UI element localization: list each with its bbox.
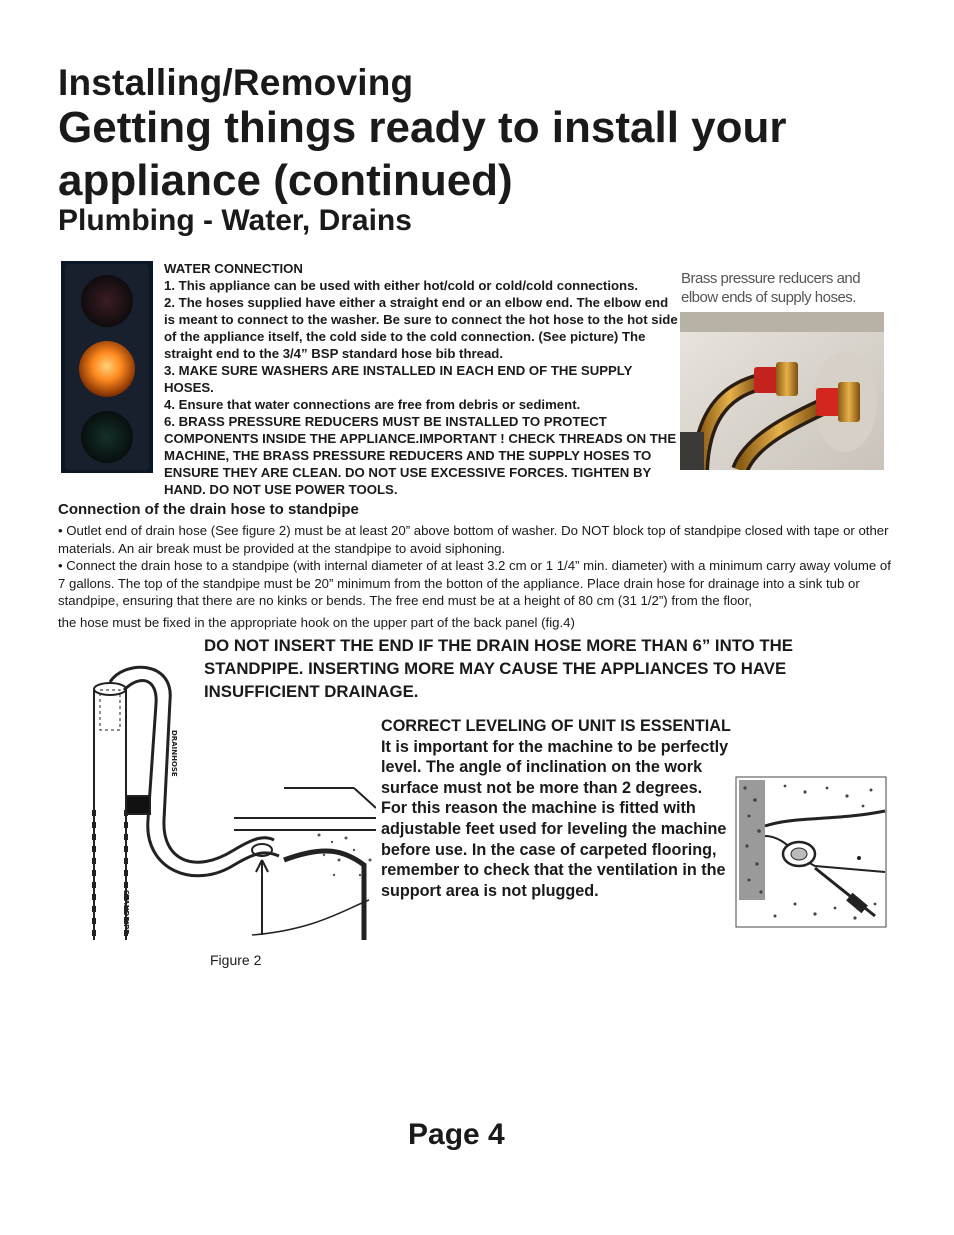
drain-paragraph: • Outlet end of drain hose (See figure 2) must be at least 20” above bottom of washer. Do NOT block top of standpipe closed with tape or other materials. An air break must be provided at the standpipe to avoid siphoning. bbox=[58, 523, 889, 556]
drainhose-label: DRAINHOSE bbox=[170, 730, 178, 777]
standpipe-label: STANDPIPE bbox=[122, 890, 130, 935]
figure-2-caption: Figure 2 bbox=[210, 952, 262, 968]
water-item: 6. BRASS PRESSURE REDUCERS MUST BE INSTALLED TO PROTECT COMPONENTS INSIDE THE APPLIANCE.IMPORTANT ! CHECK THREADS ON THE MACHINE, THE BRASS PRESSURE REDUCERS AND THE SUPPLY HOSES TO ENSURE THEY ARE CLEAN. DO NOT USE EXCESSIVE FORCES. TIGHTEN BY HAND. DO NOT USE POWER TOOLS. bbox=[164, 414, 677, 497]
brass-reducers-photo bbox=[680, 312, 884, 470]
hose-photo-caption: Brass pressure reducers and elbow ends of supply hoses. bbox=[681, 270, 861, 306]
drain-body bbox=[58, 522, 900, 631]
water-item: 1. This appliance can be used with either hot/cold or cold/cold connections. bbox=[164, 278, 639, 293]
water-item: 2. The hoses supplied have either a straight end or an elbow end. The elbow end is meant to connect to the washer. Be sure to connect the hot hose to the hot side of the appliance itself, the cold side to the cold connection. (See picture) The straight end to the 3/4” BSP standard hose bib thread. bbox=[164, 295, 678, 361]
page-title: Getting things ready to install your appliance (continued) bbox=[58, 103, 787, 205]
water-item: 4. Ensure that water connections are free from debris or sediment. bbox=[164, 397, 581, 412]
drain-warning: DO NOT INSERT THE END IF THE DRAIN HOSE MORE THAN 6” INTO THE STANDPIPE. INSERTING MORE MAY CAUSE THE APPLIANCES TO HAVE INSUFFICIENT DRAINAGE. bbox=[204, 636, 793, 701]
drain-paragraph: • Connect the drain hose to a standpipe (with internal diameter of at least 3.2 cm or 1 1/4” min. diameter) with a minimum carry away volume of 7 gallons. The top of the standpipe must be 20” minimum from the botton of the appliance. Place drain hose for drainage into a sink tub or standpipe, ensuring that there are no kinks or bends. The free end must be at a height of 80 cm (31 1/2”) from the floor, bbox=[58, 558, 891, 608]
leveling-feet-diagram bbox=[735, 776, 887, 928]
section-heading: Installing/Removing bbox=[58, 62, 414, 103]
leveling-heading: CORRECT LEVELING OF UNIT IS ESSENTIAL bbox=[381, 717, 731, 735]
leveling-body: It is important for the machine to be perfectly level. The angle of inclination on the work surface must not be more than 2 degrees. For this reason the machine is fitted with adjustable feet used for leveling the machine before use. In the case of carpeted flooring, remember to check that the ventilation in the support area is not plugged. bbox=[381, 737, 729, 900]
figure-2-drain-diagram bbox=[84, 660, 376, 945]
drain-paragraph: the hose must be fixed in the appropriate hook on the upper part of the back panel (fig.4) bbox=[58, 614, 575, 630]
water-item: 3. MAKE SURE WASHERS ARE INSTALLED IN EACH END OF THE SUPPLY HOSES. bbox=[164, 363, 633, 395]
page-subtitle: Plumbing - Water, Drains bbox=[58, 204, 412, 237]
drain-heading: Connection of the drain hose to standpipe bbox=[58, 501, 359, 518]
leveling-section bbox=[381, 716, 731, 901]
water-connection-text bbox=[164, 260, 679, 498]
water-connection-heading: WATER CONNECTION bbox=[164, 261, 303, 276]
traffic-light-photo bbox=[61, 261, 153, 473]
page-number: Page 4 bbox=[408, 1118, 505, 1151]
